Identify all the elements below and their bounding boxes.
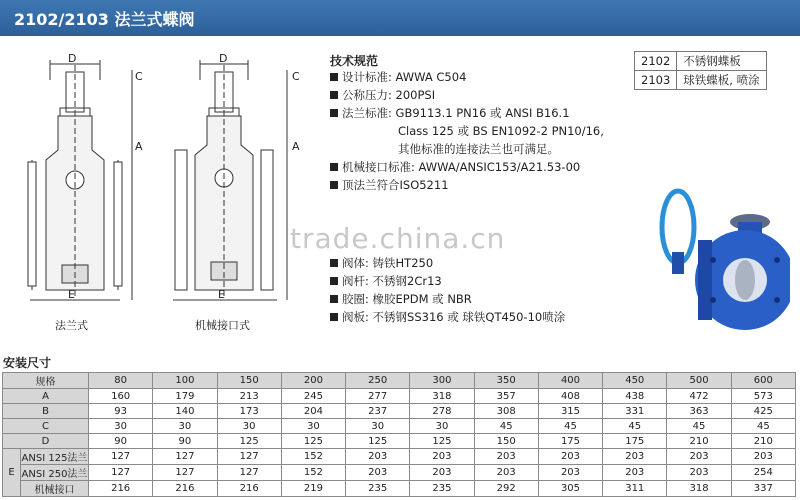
size-cell: 600 — [731, 373, 795, 389]
size-cell: 100 — [153, 373, 217, 389]
table-cell: 127 — [89, 449, 153, 465]
table-row — [3, 449, 796, 465]
table-cell: 357 — [474, 389, 538, 404]
model-row — [635, 52, 767, 71]
table-cell: 292 — [474, 481, 538, 497]
bullet-icon — [330, 109, 338, 117]
table-cell: 90 — [89, 434, 153, 449]
table-cell: 203 — [410, 449, 474, 465]
table-cell: 204 — [281, 404, 345, 419]
table-cell: 278 — [410, 404, 474, 419]
table-cell: 152 — [281, 465, 345, 481]
row-label: B — [3, 404, 89, 419]
material-line: 阀体: 铸铁HT250 — [330, 254, 565, 272]
size-cell: 150 — [217, 373, 281, 389]
table-cell: 203 — [538, 449, 602, 465]
table-cell: 237 — [346, 404, 410, 419]
e-group-label: E — [3, 449, 21, 497]
bullet-icon — [330, 259, 338, 267]
table-cell: 203 — [410, 465, 474, 481]
table-cell: 203 — [346, 449, 410, 465]
mechanical-joint-valve-drawing — [165, 50, 300, 310]
table-cell: 277 — [346, 389, 410, 404]
spec-line: 法兰标准: GB9113.1 PN16 或 ANSI B16.1 — [330, 104, 604, 122]
row-label: ANSI 250法兰 — [21, 465, 89, 481]
table-cell: 216 — [89, 481, 153, 497]
table-cell: 203 — [603, 449, 667, 465]
model-row — [635, 71, 767, 90]
table-cell: 140 — [153, 404, 217, 419]
table-cell: 203 — [667, 465, 731, 481]
row-label: ANSI 125法兰 — [21, 449, 89, 465]
table-cell: 216 — [217, 481, 281, 497]
table-row — [3, 434, 796, 449]
size-cell: 200 — [281, 373, 345, 389]
table-cell: 573 — [731, 389, 795, 404]
table-cell: 127 — [153, 465, 217, 481]
size-cell: 300 — [410, 373, 474, 389]
table-row — [3, 419, 796, 434]
table-cell: 125 — [410, 434, 474, 449]
spec-line: 设计标准: AWWA C504 — [330, 68, 604, 86]
table-cell: 30 — [89, 419, 153, 434]
table-cell: 425 — [731, 404, 795, 419]
table-cell: 45 — [538, 419, 602, 434]
row-label: A — [3, 389, 89, 404]
table-cell: 472 — [667, 389, 731, 404]
spec-title: 技术规范 — [330, 54, 379, 68]
table-cell: 93 — [89, 404, 153, 419]
watermark: trade.china.cn — [290, 222, 506, 255]
dim-letter-e-left: E — [68, 288, 75, 301]
spec-line: 其他标准的连接法兰也可满足。 — [398, 142, 559, 156]
table-cell: 216 — [153, 481, 217, 497]
spec-line: 机械接口标准: AWWA/ANSIC153/A21.53-00 — [330, 158, 604, 176]
table-cell: 235 — [410, 481, 474, 497]
spec-line: 顶法兰符合ISO5211 — [330, 176, 604, 194]
table-cell: 337 — [731, 481, 795, 497]
e-rows — [3, 449, 796, 497]
size-cell: 350 — [474, 373, 538, 389]
table-cell: 203 — [346, 465, 410, 481]
dim-letter-c-left: C — [135, 70, 143, 83]
table-cell: 152 — [281, 449, 345, 465]
dimensions-title: 安装尺寸 — [3, 356, 52, 370]
header-bar — [0, 0, 800, 36]
table-cell: 254 — [731, 465, 795, 481]
spec-line: Class 125 或 BS EN1092-2 PN10/16, — [398, 124, 604, 138]
table-cell: 45 — [474, 419, 538, 434]
table-cell: 175 — [603, 434, 667, 449]
flanged-valve-drawing — [10, 50, 160, 310]
dim-letter-d-left: D — [68, 52, 77, 65]
size-cell: 80 — [89, 373, 153, 389]
table-cell: 311 — [603, 481, 667, 497]
table-cell: 127 — [217, 465, 281, 481]
dim-letter-d-right: D — [219, 52, 228, 65]
material-line: 胶圈: 橡胶EPDM 或 NBR — [330, 290, 565, 308]
bullet-icon — [330, 313, 338, 321]
table-cell: 125 — [346, 434, 410, 449]
dim-letter-c-right: C — [292, 70, 300, 83]
table-cell: 318 — [410, 389, 474, 404]
spec-line: 公称压力: 200PSI — [330, 86, 604, 104]
row-label: 机械接口 — [21, 481, 89, 497]
table-cell: 438 — [603, 389, 667, 404]
table-cell: 318 — [667, 481, 731, 497]
table-cell: 179 — [153, 389, 217, 404]
table-row — [3, 465, 796, 481]
material-line: 阀板: 不锈钢SS316 或 球铁QT450-10喷涂 — [330, 308, 565, 326]
table-cell: 30 — [153, 419, 217, 434]
table-cell: 127 — [89, 465, 153, 481]
valve-photo — [650, 182, 790, 332]
model-table — [634, 51, 767, 90]
table-cell: 308 — [474, 404, 538, 419]
bullet-icon — [330, 73, 338, 81]
bullet-icon — [330, 181, 338, 189]
table-cell: 45 — [731, 419, 795, 434]
table-cell: 235 — [346, 481, 410, 497]
header-label: 规格 — [3, 373, 89, 389]
table-cell: 30 — [410, 419, 474, 434]
material-line: 阀杆: 不锈钢2Cr13 — [330, 272, 565, 290]
table-cell: 245 — [281, 389, 345, 404]
materials-list — [330, 254, 565, 326]
table-cell: 408 — [538, 389, 602, 404]
size-cell: 500 — [667, 373, 731, 389]
table-cell: 363 — [667, 404, 731, 419]
table-row — [3, 481, 796, 497]
table-cell: 150 — [474, 434, 538, 449]
table-cell: 203 — [603, 465, 667, 481]
dim-letter-a-right: A — [292, 140, 300, 153]
model-desc: 不锈钢蝶板 — [677, 52, 766, 71]
table-cell: 45 — [667, 419, 731, 434]
table-cell: 315 — [538, 404, 602, 419]
dimensions-table — [2, 372, 796, 497]
table-cell: 175 — [538, 434, 602, 449]
size-cell: 400 — [538, 373, 602, 389]
table-cell: 203 — [538, 465, 602, 481]
table-cell: 210 — [667, 434, 731, 449]
dim-letter-a-left: A — [135, 140, 143, 153]
dim-letter-e-right: E — [218, 288, 225, 301]
table-cell: 203 — [474, 449, 538, 465]
mechanical-joint-caption: 机械接口式 — [195, 319, 250, 332]
table-cell: 305 — [538, 481, 602, 497]
model-desc: 球铁蝶板, 喷涂 — [677, 71, 766, 90]
table-cell: 203 — [667, 449, 731, 465]
model-code: 2103 — [635, 71, 677, 90]
size-cell: 250 — [346, 373, 410, 389]
table-cell: 210 — [731, 434, 795, 449]
table-cell: 125 — [217, 434, 281, 449]
bullet-icon — [330, 295, 338, 303]
table-cell: 45 — [603, 419, 667, 434]
spec-list — [330, 68, 604, 194]
page-title: 2102/2103 法兰式蝶阀 — [14, 10, 195, 29]
table-cell: 90 — [153, 434, 217, 449]
table-cell: 127 — [217, 449, 281, 465]
table-cell: 219 — [281, 481, 345, 497]
table-cell: 213 — [217, 389, 281, 404]
table-cell: 160 — [89, 389, 153, 404]
table-cell: 203 — [731, 449, 795, 465]
table-cell: 30 — [217, 419, 281, 434]
row-label: D — [3, 434, 89, 449]
table-cell: 125 — [281, 434, 345, 449]
bullet-icon — [330, 277, 338, 285]
table-row — [3, 389, 796, 404]
bullet-icon — [330, 163, 338, 171]
row-label: C — [3, 419, 89, 434]
table-cell: 173 — [217, 404, 281, 419]
table-cell: 30 — [346, 419, 410, 434]
table-cell: 127 — [153, 449, 217, 465]
size-cell: 450 — [603, 373, 667, 389]
model-code: 2102 — [635, 52, 677, 71]
table-header-row — [3, 373, 796, 389]
table-cell: 331 — [603, 404, 667, 419]
table-cell: 203 — [474, 465, 538, 481]
bullet-icon — [330, 91, 338, 99]
main-rows — [3, 389, 796, 449]
table-row — [3, 404, 796, 419]
table-cell: 30 — [281, 419, 345, 434]
flanged-caption: 法兰式 — [55, 319, 88, 332]
